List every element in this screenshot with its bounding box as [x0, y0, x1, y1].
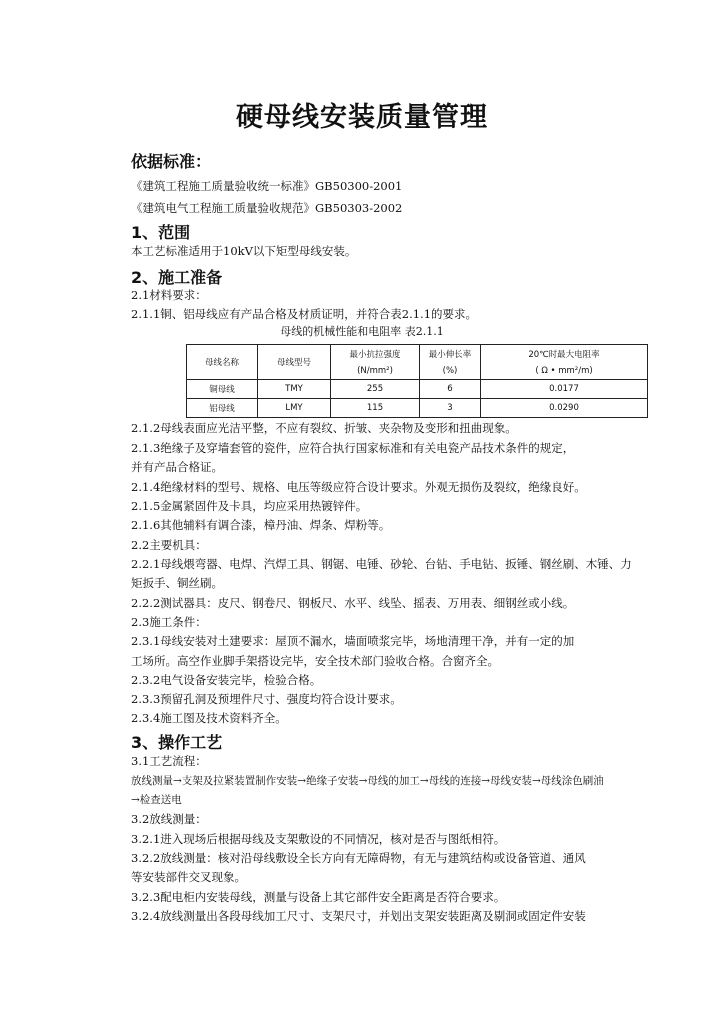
body-line: 2.2.2测试器具：皮尺、钢卷尺、钢板尺、水平、线坠、摇表、万用表、细钢丝或小线。: [131, 596, 575, 610]
process-flow-line: 放线测量→支架及拉紧装置制作安装→绝缘子安装→母线的加工→母线的连接→母线安装→母线涂色刷油: [131, 775, 604, 787]
table-cell: LMY: [258, 399, 331, 418]
table-cell: 铝母线: [187, 399, 258, 418]
table-cell: TMY: [258, 380, 331, 399]
table-header: 20℃时最大电阻率: [481, 345, 648, 363]
table-header: 母线名称: [187, 345, 258, 380]
table-cell: 115: [331, 399, 420, 418]
body-line: 3.2.1进入现场后根据母线及支架敷设的不同情况，核对是否与图纸相符。: [131, 832, 506, 846]
body-line: 2.1.5金属紧固件及卡具，均应采用热镀锌件。: [131, 499, 368, 513]
table-cell: 255: [331, 380, 420, 399]
section-2-heading: 2、施工准备: [131, 268, 223, 287]
table-header: 母线型号: [258, 345, 331, 380]
body-line: 2.1.4绝缘材料的型号、规格、电压等级应符合设计要求。外观无损伤及裂纹，绝缘良好。: [131, 480, 586, 494]
section-1-text: 本工艺标准适用于10kV以下矩型母线安装。: [131, 244, 357, 258]
mechanical-properties-table: [186, 344, 648, 418]
body-line: 并有产品合格证。: [131, 460, 223, 474]
body-line: 3.2.2放线测量：核对沿母线敷设全长方向有无障碍物，有无与建筑结构或设备管道、通风: [131, 851, 586, 865]
body-line: 2.3.1母线安装对土建要求：屋顶不漏水，墙面喷浆完毕，场地清理干净，并有一定的加: [131, 634, 575, 648]
body-line: 2.1.6其他辅料有调合漆，樟丹油、焊条、焊粉等。: [131, 518, 391, 532]
body-line: 2.3施工条件：: [131, 615, 207, 629]
body-line: 工场所。高空作业脚手架搭设完毕，安全技术部门验收合格。合窗齐全。: [131, 654, 499, 668]
basis-item: 《建筑电气工程施工质量验收规范》GB50303-2002: [131, 201, 403, 215]
section-3-heading: 3、操作工艺: [131, 733, 223, 752]
table-header: 最小伸长率: [420, 345, 481, 363]
table-cell: 3: [420, 399, 481, 418]
body-line: 2.1材料要求：: [131, 288, 207, 302]
body-line: 3.2.4放线测量出各段母线加工尺寸、支架尺寸，并划出支架安装距离及剔洞或固定件安装: [131, 909, 586, 923]
body-line: 2.1.2母线表面应光洁平整，不应有裂纹、折皱、夹杂物及变形和扭曲现象。: [131, 421, 517, 435]
basis-item: 《建筑工程施工质量验收统一标准》GB50300-2001: [131, 179, 403, 193]
table-row: [187, 380, 648, 399]
table-unit: (N/mm²): [331, 362, 420, 380]
table-cell: 0.0177: [481, 380, 648, 399]
process-flow-line: →检查送电: [131, 794, 182, 806]
table-header: 最小抗拉强度: [331, 345, 420, 363]
body-line: 矩扳手、铜丝刷。: [131, 576, 223, 590]
body-line: 3.2.3配电柜内安装母线，测量与设备上其它部件安全距离是否符合要求。: [131, 890, 506, 904]
table-unit: ( Ω • mm²/m): [481, 362, 648, 380]
body-line: 2.3.2电气设备安装完毕，检验合格。: [131, 673, 322, 687]
table-cell: 铜母线: [187, 380, 258, 399]
table-row: [187, 399, 648, 418]
table-cell: 0.0290: [481, 399, 648, 418]
table-unit: (%): [420, 362, 481, 380]
page-title: 硬母线安装质量管理: [236, 102, 488, 133]
body-line: 等安装部件交叉现象。: [131, 870, 246, 884]
basis-heading: 依据标准：: [131, 152, 212, 171]
body-line: 2.2.1母线煨弯器、电焊、汽焊工具、钢锯、电锤、砂轮、台钻、手电钻、扳锤、钢丝刷、木锤、力: [131, 557, 632, 571]
body-line: 3.2放线测量：: [131, 812, 207, 826]
body-line: 2.2主要机具：: [131, 538, 207, 552]
body-line: 2.3.4施工图及技术资料齐全。: [131, 711, 287, 725]
table-caption: 母线的机械性能和电阻率 表2.1.1: [280, 325, 444, 338]
section-1-heading: 1、范围: [131, 223, 191, 242]
table-cell: 6: [420, 380, 481, 399]
body-line: 2.1.3绝缘子及穿墙套管的瓷件，应符合执行国家标准和有关电瓷产品技术条件的规定，: [131, 441, 575, 455]
body-line: 3.1工艺流程：: [131, 754, 207, 768]
body-line: 2.1.1铜、铝母线应有产品合格及材质证明，并符合表2.1.1的要求。: [131, 307, 478, 321]
body-line: 2.3.3预留孔洞及预埋件尺寸、强度均符合设计要求。: [131, 692, 402, 706]
